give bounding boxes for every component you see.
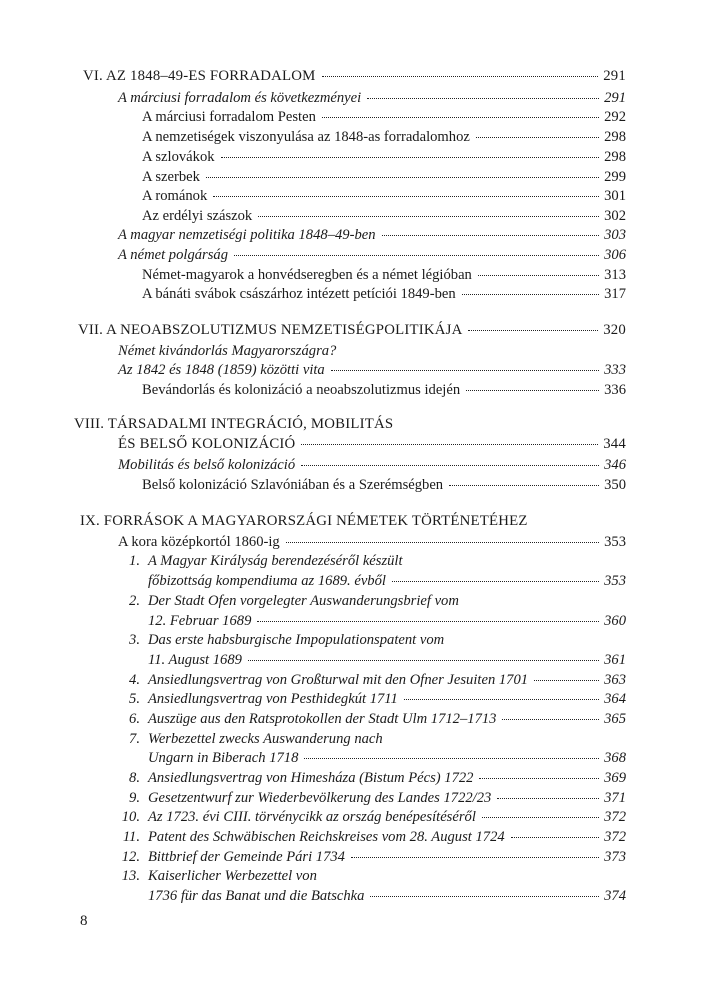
toc-entry-label: Német-magyarok a honvédseregben és a német légióban xyxy=(142,267,472,283)
leader-dots xyxy=(370,884,599,897)
leader-dots xyxy=(206,165,599,178)
toc-source-item[interactable] xyxy=(118,709,626,729)
toc-subsection[interactable] xyxy=(142,147,626,167)
toc-entry-label: Werbezettel zwecks Auswanderung nach xyxy=(148,731,383,747)
toc-entry-label: Ansiedlungsvertrag von Großturwal mit den Ofner Jesuiten 1701 xyxy=(148,672,529,688)
item-number: 6. xyxy=(129,711,140,727)
leader-dots xyxy=(322,105,599,118)
toc-source-item[interactable] xyxy=(118,630,626,650)
toc-source-item-cont[interactable] xyxy=(148,650,626,670)
toc-page-number: 333 xyxy=(604,362,626,378)
toc-entry-label: A nemzetiségek viszonyulása az 1848-as forradalomhoz xyxy=(142,129,470,145)
toc-entry-label: A szlovákok xyxy=(142,149,215,165)
toc-entry-label: Mobilitás és belső kolonizáció xyxy=(118,457,296,473)
toc-chapter-vii[interactable] xyxy=(78,320,626,340)
toc-page-number: 353 xyxy=(604,573,626,589)
toc-entry-label: A magyar nemzetiségi politika 1848–49-ben xyxy=(118,227,376,243)
item-number: 11. xyxy=(122,829,140,845)
leader-dots xyxy=(304,746,599,759)
toc-subsection[interactable] xyxy=(142,284,626,304)
toc-subsection[interactable] xyxy=(142,127,626,147)
toc-source-item-cont[interactable] xyxy=(148,748,626,768)
toc-page-number: 317 xyxy=(604,286,626,302)
toc-page-number: 299 xyxy=(604,169,626,185)
leader-dots xyxy=(351,845,599,858)
leader-dots xyxy=(322,64,599,77)
toc-source-item-cont[interactable] xyxy=(148,886,626,906)
leader-dots xyxy=(234,243,599,256)
toc-entry-label: Der Stadt Ofen vorgelegter Auswanderungsbrief vom xyxy=(148,593,459,609)
toc-chapter-vi[interactable] xyxy=(83,66,626,86)
toc-page-number: 364 xyxy=(604,691,626,707)
leader-dots xyxy=(392,569,599,582)
toc-entry-label: A márciusi forradalom Pesten xyxy=(142,109,316,125)
leader-dots xyxy=(476,125,599,138)
toc-entry-label: főbizottság kompendiuma az 1689. évből xyxy=(148,573,386,589)
toc-entry-label: Bevándorlás és kolonizáció a neoabszolutizmus idején xyxy=(142,382,461,398)
toc-page-number: 365 xyxy=(604,711,626,727)
toc-entry-label: A románok xyxy=(142,188,208,204)
leader-dots xyxy=(301,453,599,466)
toc-page-number: 372 xyxy=(604,809,626,825)
toc-entry-label: A márciusi forradalom és következményei xyxy=(118,90,362,106)
toc-page-number: 298 xyxy=(604,129,626,145)
toc-entry-label: VI. AZ 1848–49-ES FORRADALOM xyxy=(83,68,316,84)
page-number: 8 xyxy=(80,913,88,929)
leader-dots xyxy=(257,609,599,622)
toc-source-item[interactable] xyxy=(118,847,626,867)
toc-entry-label: Patent des Schwäbischen Reichskreises vom 28. August 1724 xyxy=(148,829,505,845)
item-number: 1. xyxy=(129,553,140,569)
toc-subsection[interactable] xyxy=(142,107,626,127)
toc-source-item[interactable] xyxy=(118,551,626,571)
item-number: 2. xyxy=(129,593,140,609)
toc-page-number: 292 xyxy=(604,109,626,125)
toc-page-number: 360 xyxy=(604,613,626,629)
leader-dots xyxy=(511,825,599,838)
toc-page-number: 353 xyxy=(604,534,626,550)
toc-page-number: 374 xyxy=(604,888,626,904)
item-number: 10. xyxy=(121,809,140,825)
toc-entry-label: IX. FORRÁSOK A MAGYARORSZÁGI NÉMETEK TÖRTÉNETÉHEZ xyxy=(80,513,528,529)
toc-entry-label: Német kivándorlás Magyarországra? xyxy=(118,343,337,359)
toc-page-number: 344 xyxy=(603,436,626,452)
item-number: 9. xyxy=(129,790,140,806)
leader-dots xyxy=(404,687,599,700)
leader-dots xyxy=(479,766,599,779)
toc-source-item[interactable] xyxy=(118,866,626,886)
toc-entry-label: VII. A NEOABSZOLUTIZMUS NEMZETISÉGPOLITIKÁJA xyxy=(78,322,463,338)
toc-source-item[interactable] xyxy=(118,827,626,847)
toc-entry-label: 12. Februar 1689 xyxy=(148,613,252,629)
toc-entry-label: Az erdélyi szászok xyxy=(142,208,253,224)
toc-entry-label: A Magyar Királyság berendezéséről készült xyxy=(148,553,403,569)
toc-entry-label: Az 1842 és 1848 (1859) közötti vita xyxy=(118,362,325,378)
toc-source-item[interactable] xyxy=(118,689,626,709)
toc-entry-label: Az 1723. évi CIII. törvénycikk az ország benépesítéséről xyxy=(148,809,476,825)
toc-page-number: 371 xyxy=(604,790,626,806)
toc-chapter-viii[interactable] xyxy=(118,434,626,454)
leader-dots xyxy=(367,86,599,99)
toc-source-item-cont[interactable] xyxy=(148,611,626,631)
leader-dots xyxy=(478,263,599,276)
toc-entry-label: A bánáti svábok császárhoz intézett petíciói 1849-ben xyxy=(142,286,456,302)
toc-subsection[interactable] xyxy=(142,475,626,495)
toc-entry-label: Bittbrief der Gemeinde Pári 1734 xyxy=(148,849,345,865)
item-number: 13. xyxy=(121,868,140,884)
toc-entry-label: 11. August 1689 xyxy=(148,652,242,668)
toc-entry-label: Ansiedlungsvertrag von Himesháza (Bistum Pécs) 1722 xyxy=(148,770,474,786)
toc-page-number: 336 xyxy=(604,382,626,398)
toc-entry-label: 1736 für das Banat und die Batschka xyxy=(148,888,365,904)
toc-page-number: 373 xyxy=(604,849,626,865)
toc-source-item[interactable] xyxy=(118,807,626,827)
leader-dots xyxy=(258,204,599,217)
toc-page-number: 291 xyxy=(604,90,626,106)
toc-subsection[interactable] xyxy=(142,186,626,206)
leader-dots xyxy=(497,786,599,799)
toc-section[interactable] xyxy=(118,245,626,265)
toc-page-number: 346 xyxy=(604,457,626,473)
leader-dots xyxy=(462,282,599,295)
item-number: 5. xyxy=(129,691,140,707)
toc-page-number: 368 xyxy=(604,750,626,766)
leader-dots xyxy=(221,145,599,158)
toc-page-number: 302 xyxy=(604,208,626,224)
toc-entry-label: Ungarn in Biberach 1718 xyxy=(148,750,299,766)
item-number: 12. xyxy=(121,849,140,865)
toc-page-number: 350 xyxy=(604,477,626,493)
toc-page-number: 361 xyxy=(604,652,626,668)
toc-section[interactable] xyxy=(118,532,626,552)
toc-page-number: 363 xyxy=(604,672,626,688)
toc-section[interactable] xyxy=(118,360,626,380)
toc-entry-label: A német polgárság xyxy=(118,247,228,263)
leader-dots xyxy=(286,530,599,543)
leader-dots xyxy=(466,378,599,391)
item-number: 3. xyxy=(129,632,140,648)
leader-dots xyxy=(482,805,599,818)
leader-dots xyxy=(213,184,599,197)
leader-dots xyxy=(382,223,599,236)
toc-chapter-ix[interactable] xyxy=(80,511,626,531)
toc-section[interactable] xyxy=(118,455,626,475)
toc-source-item-cont[interactable] xyxy=(148,571,626,591)
toc-page-number: 301 xyxy=(604,188,626,204)
toc-page-number: 306 xyxy=(604,247,626,263)
toc-page-number: 313 xyxy=(604,267,626,283)
toc-chapter-viii-line1[interactable] xyxy=(74,414,626,434)
toc-source-item[interactable] xyxy=(118,768,626,788)
toc-page-number: 298 xyxy=(604,149,626,165)
toc-page-number: 320 xyxy=(603,322,626,338)
leader-dots xyxy=(331,358,599,371)
toc-entry-label: A kora középkortól 1860-ig xyxy=(118,534,280,550)
leader-dots xyxy=(468,318,598,331)
toc-page-number: 303 xyxy=(604,227,626,243)
item-number: 4. xyxy=(129,672,140,688)
toc-source-item[interactable] xyxy=(118,591,626,611)
toc-entry-label: Gesetzentwurf zur Wiederbevölkerung des Landes 1722/23 xyxy=(148,790,492,806)
toc-entry-label: Kaiserlicher Werbezettel von xyxy=(148,868,317,884)
toc-entry-label: A szerbek xyxy=(142,169,200,185)
toc-entry-label: ÉS BELSŐ KOLONIZÁCIÓ xyxy=(118,436,296,452)
toc-entry-label: Ansiedlungsvertrag von Pesthidegkút 1711 xyxy=(148,691,398,707)
toc-page-number: 372 xyxy=(604,829,626,845)
toc-page-number: 291 xyxy=(603,68,626,84)
leader-dots xyxy=(301,432,598,445)
toc-entry-label: Das erste habsburgische Impopulationspatent vom xyxy=(148,632,445,648)
item-number: 7. xyxy=(129,731,140,747)
item-number: 8. xyxy=(129,770,140,786)
leader-dots xyxy=(534,668,599,681)
toc-entry-label: Auszüge aus den Ratsprotokollen der Stadt Ulm 1712–1713 xyxy=(148,711,497,727)
toc-entry-label: VIII. TÁRSADALMI INTEGRÁCIÓ, MOBILITÁS xyxy=(74,416,394,432)
toc-page-number: 369 xyxy=(604,770,626,786)
toc-section[interactable] xyxy=(118,225,626,245)
toc-entry-label: Belső kolonizáció Szlavóniában és a Szerémségben xyxy=(142,477,444,493)
leader-dots xyxy=(502,707,599,720)
leader-dots xyxy=(449,473,599,486)
leader-dots xyxy=(248,648,599,661)
toc-subsection[interactable] xyxy=(142,380,626,400)
